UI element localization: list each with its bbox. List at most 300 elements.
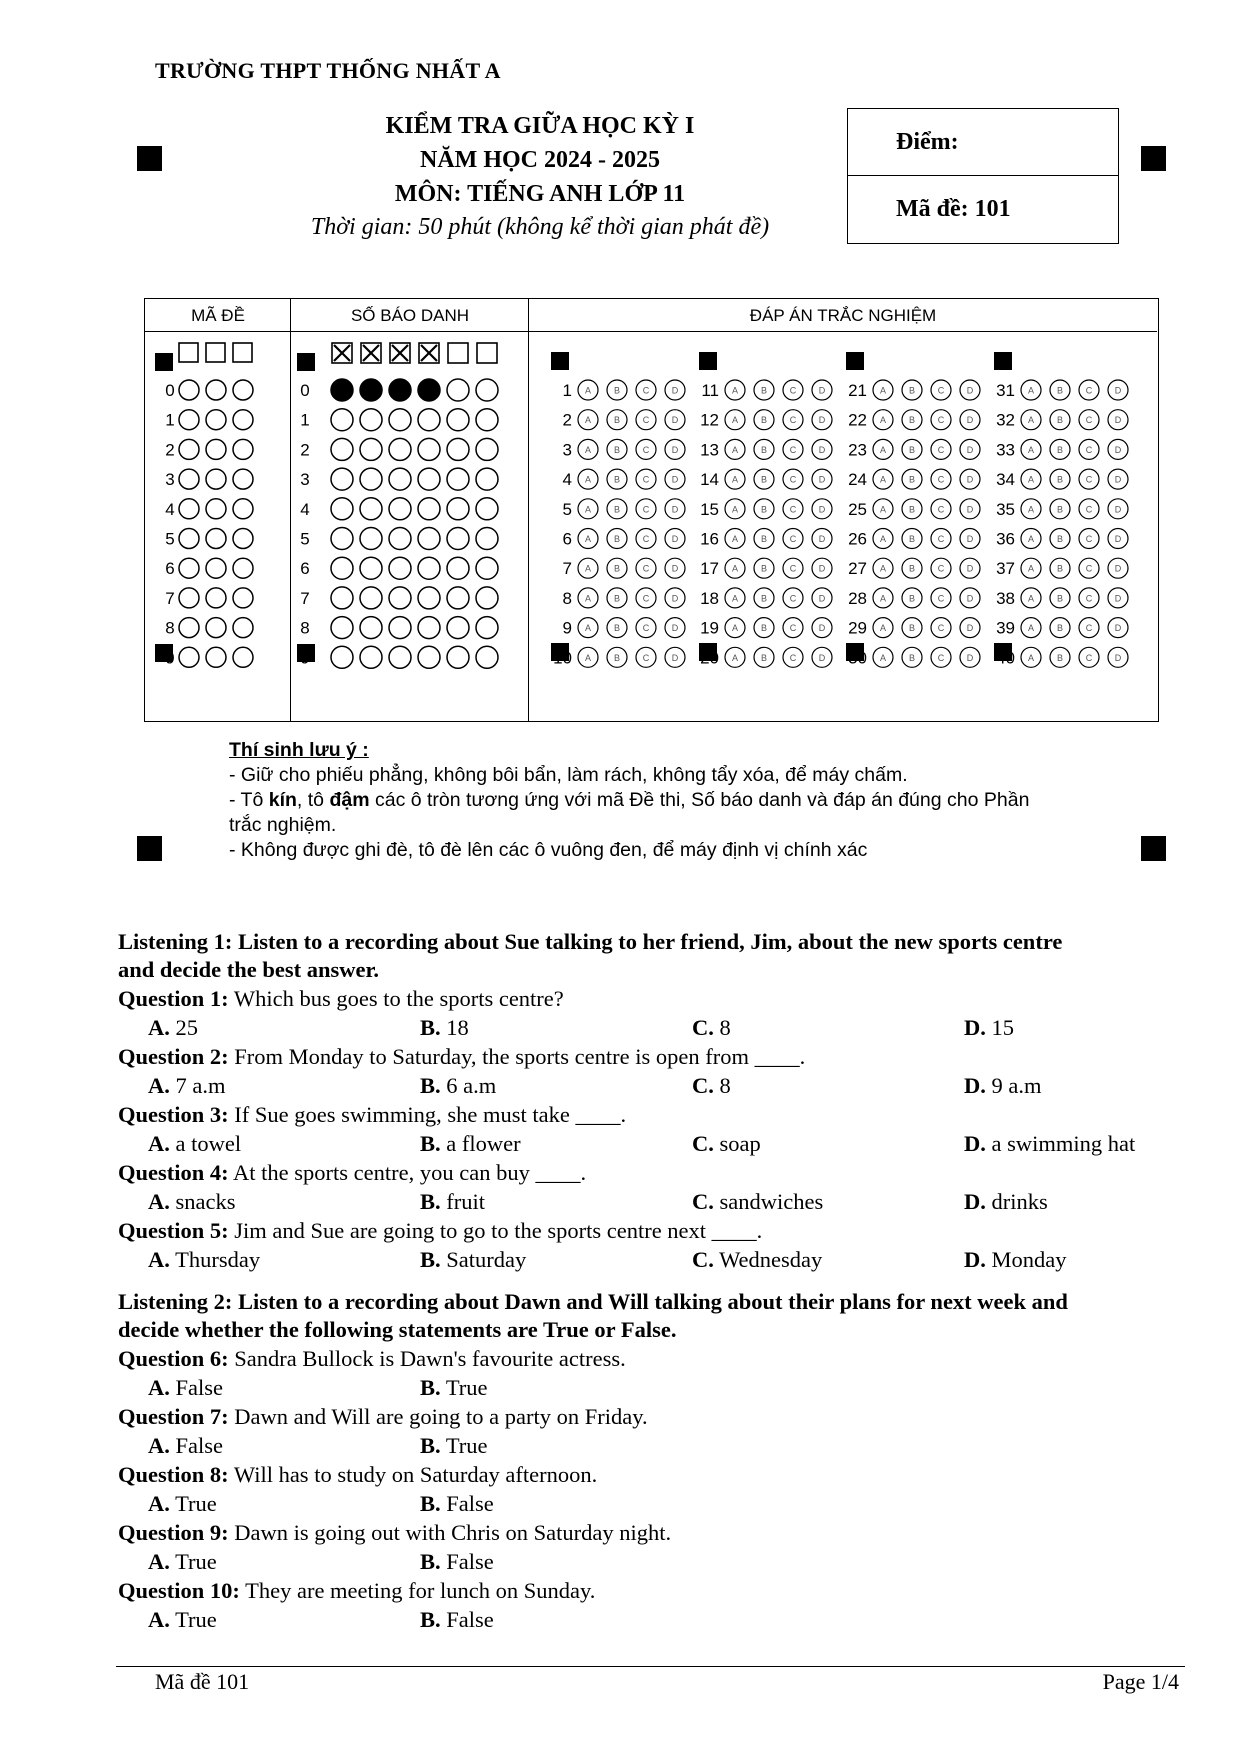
bubble-letter: B bbox=[1056, 563, 1064, 574]
bubble-letter: A bbox=[584, 415, 592, 426]
bubble-letter: B bbox=[1056, 415, 1064, 426]
code-digit: 7 bbox=[165, 588, 175, 608]
bubble-letter: D bbox=[966, 504, 974, 515]
id-bubble bbox=[447, 468, 469, 490]
bubble-letter: B bbox=[908, 415, 916, 426]
bubble-letter: A bbox=[1027, 444, 1035, 455]
bubble-letter: B bbox=[908, 563, 916, 574]
question-number: 29 bbox=[848, 618, 867, 638]
code-digit: 5 bbox=[165, 529, 175, 549]
bubble-letter: D bbox=[966, 474, 974, 485]
code-bubble bbox=[179, 410, 199, 430]
bubble-letter: B bbox=[760, 534, 768, 544]
option-letter: A. bbox=[148, 1375, 170, 1400]
question-text: They are meeting for lunch on Sunday. bbox=[239, 1578, 596, 1603]
id-bubble bbox=[418, 498, 440, 520]
answer-option bbox=[148, 1373, 223, 1402]
footer-divider bbox=[116, 1666, 1185, 1667]
section-title: decide whether the following statements are True or False. bbox=[118, 1317, 677, 1342]
question-number: 27 bbox=[848, 559, 867, 579]
bubble-letter: B bbox=[760, 474, 768, 485]
bubble-letter: C bbox=[937, 593, 945, 604]
option-text: 6 a.m bbox=[446, 1073, 497, 1098]
id-bubble bbox=[331, 587, 353, 609]
bubble-letter: A bbox=[731, 593, 739, 604]
option-letter: D. bbox=[964, 1015, 986, 1040]
question-number: 28 bbox=[848, 588, 867, 608]
question-number: 19 bbox=[700, 618, 719, 638]
question-number: 12 bbox=[700, 410, 719, 430]
bubble-letter: C bbox=[789, 385, 797, 396]
id-bubble bbox=[447, 498, 469, 520]
bubble-letter: B bbox=[613, 623, 621, 634]
option-letter: A. bbox=[148, 1131, 170, 1156]
answer-option bbox=[148, 1489, 217, 1518]
bubble-letter: A bbox=[731, 415, 739, 426]
bubble-letter: A bbox=[1027, 474, 1035, 485]
col-header-id: SỐ BÁO DANH bbox=[291, 299, 529, 332]
bubble-letter: B bbox=[760, 623, 768, 634]
option-text: Wednesday bbox=[719, 1247, 823, 1272]
option-text: 18 bbox=[446, 1015, 469, 1040]
bubble-letter: C bbox=[1085, 385, 1093, 396]
question-number: 22 bbox=[848, 410, 867, 430]
answer-option bbox=[692, 1245, 822, 1274]
answer-option bbox=[420, 1129, 521, 1158]
option-letter: B. bbox=[420, 1607, 441, 1632]
bubble-letter: D bbox=[1114, 534, 1122, 544]
bubble-letter: C bbox=[789, 504, 797, 515]
id-bubble bbox=[331, 468, 353, 490]
id-box bbox=[477, 343, 497, 363]
registration-mark bbox=[137, 146, 162, 171]
id-bubble bbox=[360, 438, 382, 460]
bubble-letter: D bbox=[966, 623, 974, 634]
registration-mark bbox=[699, 352, 717, 370]
footer-exam-code: Mã đề 101 bbox=[155, 1669, 250, 1694]
bubble-letter: B bbox=[908, 504, 916, 515]
bubble-letter: A bbox=[584, 444, 592, 455]
option-text: a swimming hat bbox=[991, 1131, 1136, 1156]
question-stem bbox=[118, 1216, 762, 1245]
question-number: 23 bbox=[848, 440, 867, 460]
bubble-letter: D bbox=[966, 593, 974, 604]
answer-option bbox=[148, 1245, 260, 1274]
answer-option bbox=[420, 1071, 496, 1100]
id-bubble bbox=[476, 617, 498, 639]
option-letter: D. bbox=[964, 1131, 986, 1156]
code-bubble bbox=[233, 499, 253, 519]
bubble-letter: A bbox=[731, 534, 739, 544]
code-digit: 3 bbox=[165, 470, 175, 490]
option-text: Saturday bbox=[446, 1247, 527, 1272]
id-bubble bbox=[447, 528, 469, 550]
question-number: 39 bbox=[996, 618, 1015, 638]
bubble-letter: D bbox=[671, 474, 679, 485]
answer-option bbox=[964, 1187, 1048, 1216]
bubble-letter: A bbox=[879, 385, 887, 396]
answer-option bbox=[964, 1129, 1135, 1158]
bubble-letter: A bbox=[879, 474, 887, 485]
bubble-letter: C bbox=[642, 415, 650, 426]
bubble-letter: D bbox=[966, 563, 974, 574]
option-text: 8 bbox=[719, 1015, 731, 1040]
option-letter: A. bbox=[148, 1549, 170, 1574]
bubble-letter: B bbox=[760, 504, 768, 515]
bubble-letter: A bbox=[584, 534, 592, 544]
bubble-letter: D bbox=[671, 444, 679, 455]
bubble-grid bbox=[145, 333, 1157, 721]
code-bubble bbox=[233, 558, 253, 578]
question-number: 18 bbox=[700, 588, 719, 608]
id-bubble bbox=[389, 587, 411, 609]
bubble-letter: C bbox=[1085, 623, 1093, 634]
bubble-letter: A bbox=[584, 385, 592, 396]
question-text: Dawn and Will are going to a party on Friday. bbox=[228, 1404, 648, 1429]
bubble-letter: B bbox=[1056, 652, 1064, 663]
question-number: 5 bbox=[562, 499, 572, 519]
id-bubble bbox=[360, 617, 382, 639]
bubble-letter: C bbox=[1085, 474, 1093, 485]
bubble-letter: C bbox=[1085, 652, 1093, 663]
bubble-letter: D bbox=[966, 415, 974, 426]
bubble-letter: A bbox=[731, 474, 739, 485]
option-letter: B. bbox=[420, 1015, 441, 1040]
option-letter: A. bbox=[148, 1433, 170, 1458]
bubble-letter: A bbox=[1027, 534, 1035, 544]
option-text: True bbox=[445, 1375, 488, 1400]
code-bubble bbox=[233, 529, 253, 549]
bubble-letter: D bbox=[671, 415, 679, 426]
bubble-letter: B bbox=[1056, 504, 1064, 515]
answer-option bbox=[964, 1071, 1042, 1100]
question-text: At the sports centre, you can buy ____. bbox=[228, 1160, 587, 1185]
code-box bbox=[206, 343, 225, 362]
bubble-letter: C bbox=[1085, 534, 1093, 544]
bubble-letter: D bbox=[818, 593, 826, 604]
option-letter: B. bbox=[420, 1247, 441, 1272]
registration-mark bbox=[137, 836, 162, 861]
score-label: Điểm: bbox=[848, 109, 1118, 176]
id-bubble bbox=[360, 409, 382, 431]
question-number: 37 bbox=[996, 559, 1015, 579]
id-bubble bbox=[447, 379, 469, 401]
bubble-letter: B bbox=[613, 444, 621, 455]
bubble-letter: A bbox=[1027, 563, 1035, 574]
id-bubble bbox=[476, 409, 498, 431]
registration-mark bbox=[551, 352, 569, 370]
id-digit: 6 bbox=[300, 559, 310, 579]
bubble-letter: A bbox=[879, 593, 887, 604]
id-bubble bbox=[447, 646, 469, 668]
option-text: True bbox=[445, 1433, 488, 1458]
bubble-letter: D bbox=[818, 623, 826, 634]
bubble-letter: A bbox=[879, 623, 887, 634]
bubble-letter: B bbox=[760, 444, 768, 455]
code-bubble bbox=[179, 529, 199, 549]
option-letter: C. bbox=[692, 1189, 714, 1214]
id-bubble bbox=[331, 646, 353, 668]
answer-option bbox=[148, 1605, 217, 1634]
bubble-letter: B bbox=[908, 623, 916, 634]
bubble-letter: D bbox=[1114, 385, 1122, 396]
option-letter: B. bbox=[420, 1131, 441, 1156]
question-number: 31 bbox=[996, 381, 1015, 400]
bubble-letter: C bbox=[642, 474, 650, 485]
bubble-letter: C bbox=[789, 534, 797, 544]
bubble-letter: A bbox=[584, 652, 592, 663]
id-bubble bbox=[418, 557, 440, 579]
id-bubble bbox=[331, 528, 353, 550]
bubble-letter: C bbox=[642, 385, 650, 396]
bubble-letter: B bbox=[1056, 623, 1064, 634]
question-number: 20 bbox=[700, 648, 719, 668]
code-bubble bbox=[206, 558, 226, 578]
question-stem bbox=[118, 1460, 597, 1489]
bubble-letter: C bbox=[937, 563, 945, 574]
bubble-letter: B bbox=[1056, 385, 1064, 396]
bubble-letter: D bbox=[671, 652, 679, 663]
answer-option bbox=[964, 1245, 1067, 1274]
code-bubble bbox=[179, 439, 199, 459]
code-bubble bbox=[206, 439, 226, 459]
bubble-letter: D bbox=[1114, 593, 1122, 604]
option-letter: D. bbox=[964, 1247, 986, 1272]
bubble-letter: C bbox=[937, 444, 945, 455]
section-title: and decide the best answer. bbox=[118, 957, 380, 982]
bubble-letter: C bbox=[1085, 415, 1093, 426]
registration-mark bbox=[846, 352, 864, 370]
bubble-letter: C bbox=[1085, 563, 1093, 574]
option-text: soap bbox=[719, 1131, 761, 1156]
id-bubble bbox=[447, 409, 469, 431]
bubble-letter: C bbox=[642, 652, 650, 663]
id-bubble bbox=[476, 646, 498, 668]
bubble-letter: D bbox=[818, 534, 826, 544]
bubble-letter: D bbox=[671, 623, 679, 634]
question-label: Question 6: bbox=[118, 1346, 229, 1371]
id-digit: 5 bbox=[300, 529, 310, 549]
id-bubble bbox=[476, 438, 498, 460]
question-label: Question 2: bbox=[118, 1044, 229, 1069]
code-bubble bbox=[233, 380, 253, 400]
bubble-letter: A bbox=[879, 534, 887, 544]
question-number: 38 bbox=[996, 588, 1015, 608]
code-bubble bbox=[179, 618, 199, 638]
option-text: 9 a.m bbox=[991, 1073, 1042, 1098]
question-number: 32 bbox=[996, 410, 1015, 430]
option-text: 8 bbox=[719, 1073, 731, 1098]
bubble-letter: C bbox=[1085, 444, 1093, 455]
answer-option bbox=[692, 1071, 731, 1100]
bubble-letter: D bbox=[1114, 623, 1122, 634]
bubble-letter: A bbox=[1027, 623, 1035, 634]
question-number: 24 bbox=[848, 470, 867, 490]
option-text: Monday bbox=[991, 1247, 1067, 1272]
id-bubble bbox=[447, 617, 469, 639]
bubble-letter: C bbox=[789, 474, 797, 485]
option-text: 15 bbox=[991, 1015, 1014, 1040]
question-number: 34 bbox=[996, 470, 1015, 490]
section-title: Listening 2: Listen to a recording about Dawn and Will talking about their plans for next week and bbox=[118, 1289, 1068, 1314]
exam-code-label: Mã đề: 101 bbox=[896, 196, 1011, 222]
question-label: Question 5: bbox=[118, 1218, 229, 1243]
bubble-letter: C bbox=[1085, 593, 1093, 604]
id-bubble bbox=[447, 557, 469, 579]
question-label: Question 9: bbox=[118, 1520, 229, 1545]
time-limit: Thời gian: 50 phút (không kể thời gian phát đề) bbox=[310, 214, 770, 240]
bubble-letter: B bbox=[613, 563, 621, 574]
bubble-letter: A bbox=[584, 504, 592, 515]
code-digit: 2 bbox=[165, 440, 175, 460]
bubble-letter: A bbox=[584, 474, 592, 485]
bubble-letter: D bbox=[818, 652, 826, 663]
question-number: 25 bbox=[848, 499, 867, 519]
option-letter: A. bbox=[148, 1491, 170, 1516]
id-bubble-filled bbox=[389, 379, 411, 401]
code-bubble bbox=[206, 380, 226, 400]
id-bubble bbox=[360, 646, 382, 668]
bubble-letter: B bbox=[613, 534, 621, 544]
id-bubble bbox=[360, 468, 382, 490]
bubble-letter: D bbox=[818, 474, 826, 485]
answer-option bbox=[148, 1013, 198, 1042]
code-digit: 9 bbox=[165, 648, 175, 668]
school-year: NĂM HỌC 2024 - 2025 bbox=[420, 147, 660, 173]
bubble-letter: C bbox=[789, 563, 797, 574]
option-text: False bbox=[446, 1607, 494, 1632]
bubble-letter: A bbox=[879, 504, 887, 515]
option-letter: B. bbox=[420, 1491, 441, 1516]
question-number: 17 bbox=[700, 559, 719, 579]
id-bubble bbox=[360, 587, 382, 609]
question-number: 7 bbox=[562, 559, 572, 579]
question-number: 4 bbox=[562, 470, 572, 490]
option-text: False bbox=[446, 1549, 494, 1574]
bubble-letter: A bbox=[1027, 415, 1035, 426]
question-number: 36 bbox=[996, 529, 1015, 549]
bubble-letter: C bbox=[789, 652, 797, 663]
col-header-answers: ĐÁP ÁN TRẮC NGHIỆM bbox=[529, 299, 1157, 332]
option-text: 7 a.m bbox=[175, 1073, 226, 1098]
option-letter: C. bbox=[692, 1247, 714, 1272]
option-text: snacks bbox=[175, 1189, 236, 1214]
question-number: 30 bbox=[848, 648, 867, 668]
id-bubble bbox=[447, 587, 469, 609]
id-bubble bbox=[360, 498, 382, 520]
code-bubble bbox=[179, 380, 199, 400]
bubble-letter: D bbox=[1114, 444, 1122, 455]
bubble-letter: C bbox=[642, 534, 650, 544]
option-letter: A. bbox=[148, 1189, 170, 1214]
option-text: 25 bbox=[175, 1015, 198, 1040]
option-letter: C. bbox=[692, 1131, 714, 1156]
page-number: Page 1/4 bbox=[1102, 1669, 1179, 1694]
bubble-letter: C bbox=[642, 623, 650, 634]
question-number: 26 bbox=[848, 529, 867, 549]
id-bubble bbox=[418, 617, 440, 639]
id-digit: 2 bbox=[300, 440, 310, 460]
question-text: Dawn is going out with Chris on Saturday night. bbox=[228, 1520, 672, 1545]
answer-option bbox=[420, 1431, 488, 1460]
answer-option bbox=[692, 1129, 761, 1158]
id-bubble bbox=[331, 557, 353, 579]
answer-option bbox=[420, 1373, 488, 1402]
question-text: Sandra Bullock is Dawn's favourite actress. bbox=[228, 1346, 626, 1371]
bubble-letter: C bbox=[937, 652, 945, 663]
question-label: Question 8: bbox=[118, 1462, 229, 1487]
option-text: a towel bbox=[175, 1131, 242, 1156]
question-label: Question 3: bbox=[118, 1102, 229, 1127]
bubble-letter: B bbox=[613, 415, 621, 426]
bubble-letter: D bbox=[671, 504, 679, 515]
answer-option bbox=[420, 1489, 494, 1518]
code-bubble bbox=[206, 469, 226, 489]
code-bubble bbox=[179, 469, 199, 489]
option-text: False bbox=[446, 1491, 494, 1516]
bubble-letter: A bbox=[879, 444, 887, 455]
code-bubble bbox=[179, 558, 199, 578]
option-letter: D. bbox=[964, 1189, 986, 1214]
answer-option bbox=[964, 1013, 1014, 1042]
code-bubble bbox=[206, 647, 226, 667]
id-bubble bbox=[331, 498, 353, 520]
question-number: 10 bbox=[553, 648, 572, 668]
registration-mark bbox=[1141, 146, 1166, 171]
question-number: 33 bbox=[996, 440, 1015, 460]
id-bubble-filled bbox=[418, 379, 440, 401]
option-text: sandwiches bbox=[719, 1189, 824, 1214]
bubble-letter: D bbox=[1114, 652, 1122, 663]
bubble-letter: D bbox=[671, 385, 679, 396]
question-number: 2 bbox=[562, 410, 572, 430]
option-letter: C. bbox=[692, 1015, 714, 1040]
question-number: 16 bbox=[700, 529, 719, 549]
id-bubble bbox=[418, 468, 440, 490]
code-bubble bbox=[233, 469, 253, 489]
id-bubble bbox=[389, 438, 411, 460]
question-number: 40 bbox=[996, 648, 1015, 668]
option-letter: B. bbox=[420, 1433, 441, 1458]
candidate-notes bbox=[229, 738, 1029, 863]
code-bubble bbox=[206, 529, 226, 549]
question-text: If Sue goes swimming, she must take ____. bbox=[228, 1102, 627, 1127]
question-text: Will has to study on Saturday afternoon. bbox=[228, 1462, 598, 1487]
option-text: a flower bbox=[446, 1131, 521, 1156]
question-stem bbox=[118, 984, 564, 1013]
question-label: Question 7: bbox=[118, 1404, 229, 1429]
answer-option bbox=[692, 1187, 823, 1216]
code-bubble bbox=[233, 588, 253, 608]
bubble-letter: D bbox=[1114, 474, 1122, 485]
option-letter: B. bbox=[420, 1073, 441, 1098]
bubble-letter: B bbox=[1056, 474, 1064, 485]
question-text: Jim and Sue are going to go to the sports centre next ____. bbox=[228, 1218, 763, 1243]
answer-option bbox=[420, 1245, 526, 1274]
question-stem bbox=[118, 1344, 626, 1373]
bubble-letter: B bbox=[908, 534, 916, 544]
id-bubble bbox=[447, 438, 469, 460]
bubble-letter: B bbox=[760, 385, 768, 396]
code-bubble bbox=[233, 439, 253, 459]
option-text: fruit bbox=[446, 1189, 486, 1214]
bubble-letter: C bbox=[642, 593, 650, 604]
answer-sheet bbox=[144, 298, 1159, 722]
bubble-letter: B bbox=[613, 652, 621, 663]
bubble-letter: A bbox=[1027, 652, 1035, 663]
option-letter: B. bbox=[420, 1549, 441, 1574]
notes-line: - Không được ghi đè, tô đè lên các ô vuông đen, để máy định vị chính xác bbox=[229, 839, 868, 861]
